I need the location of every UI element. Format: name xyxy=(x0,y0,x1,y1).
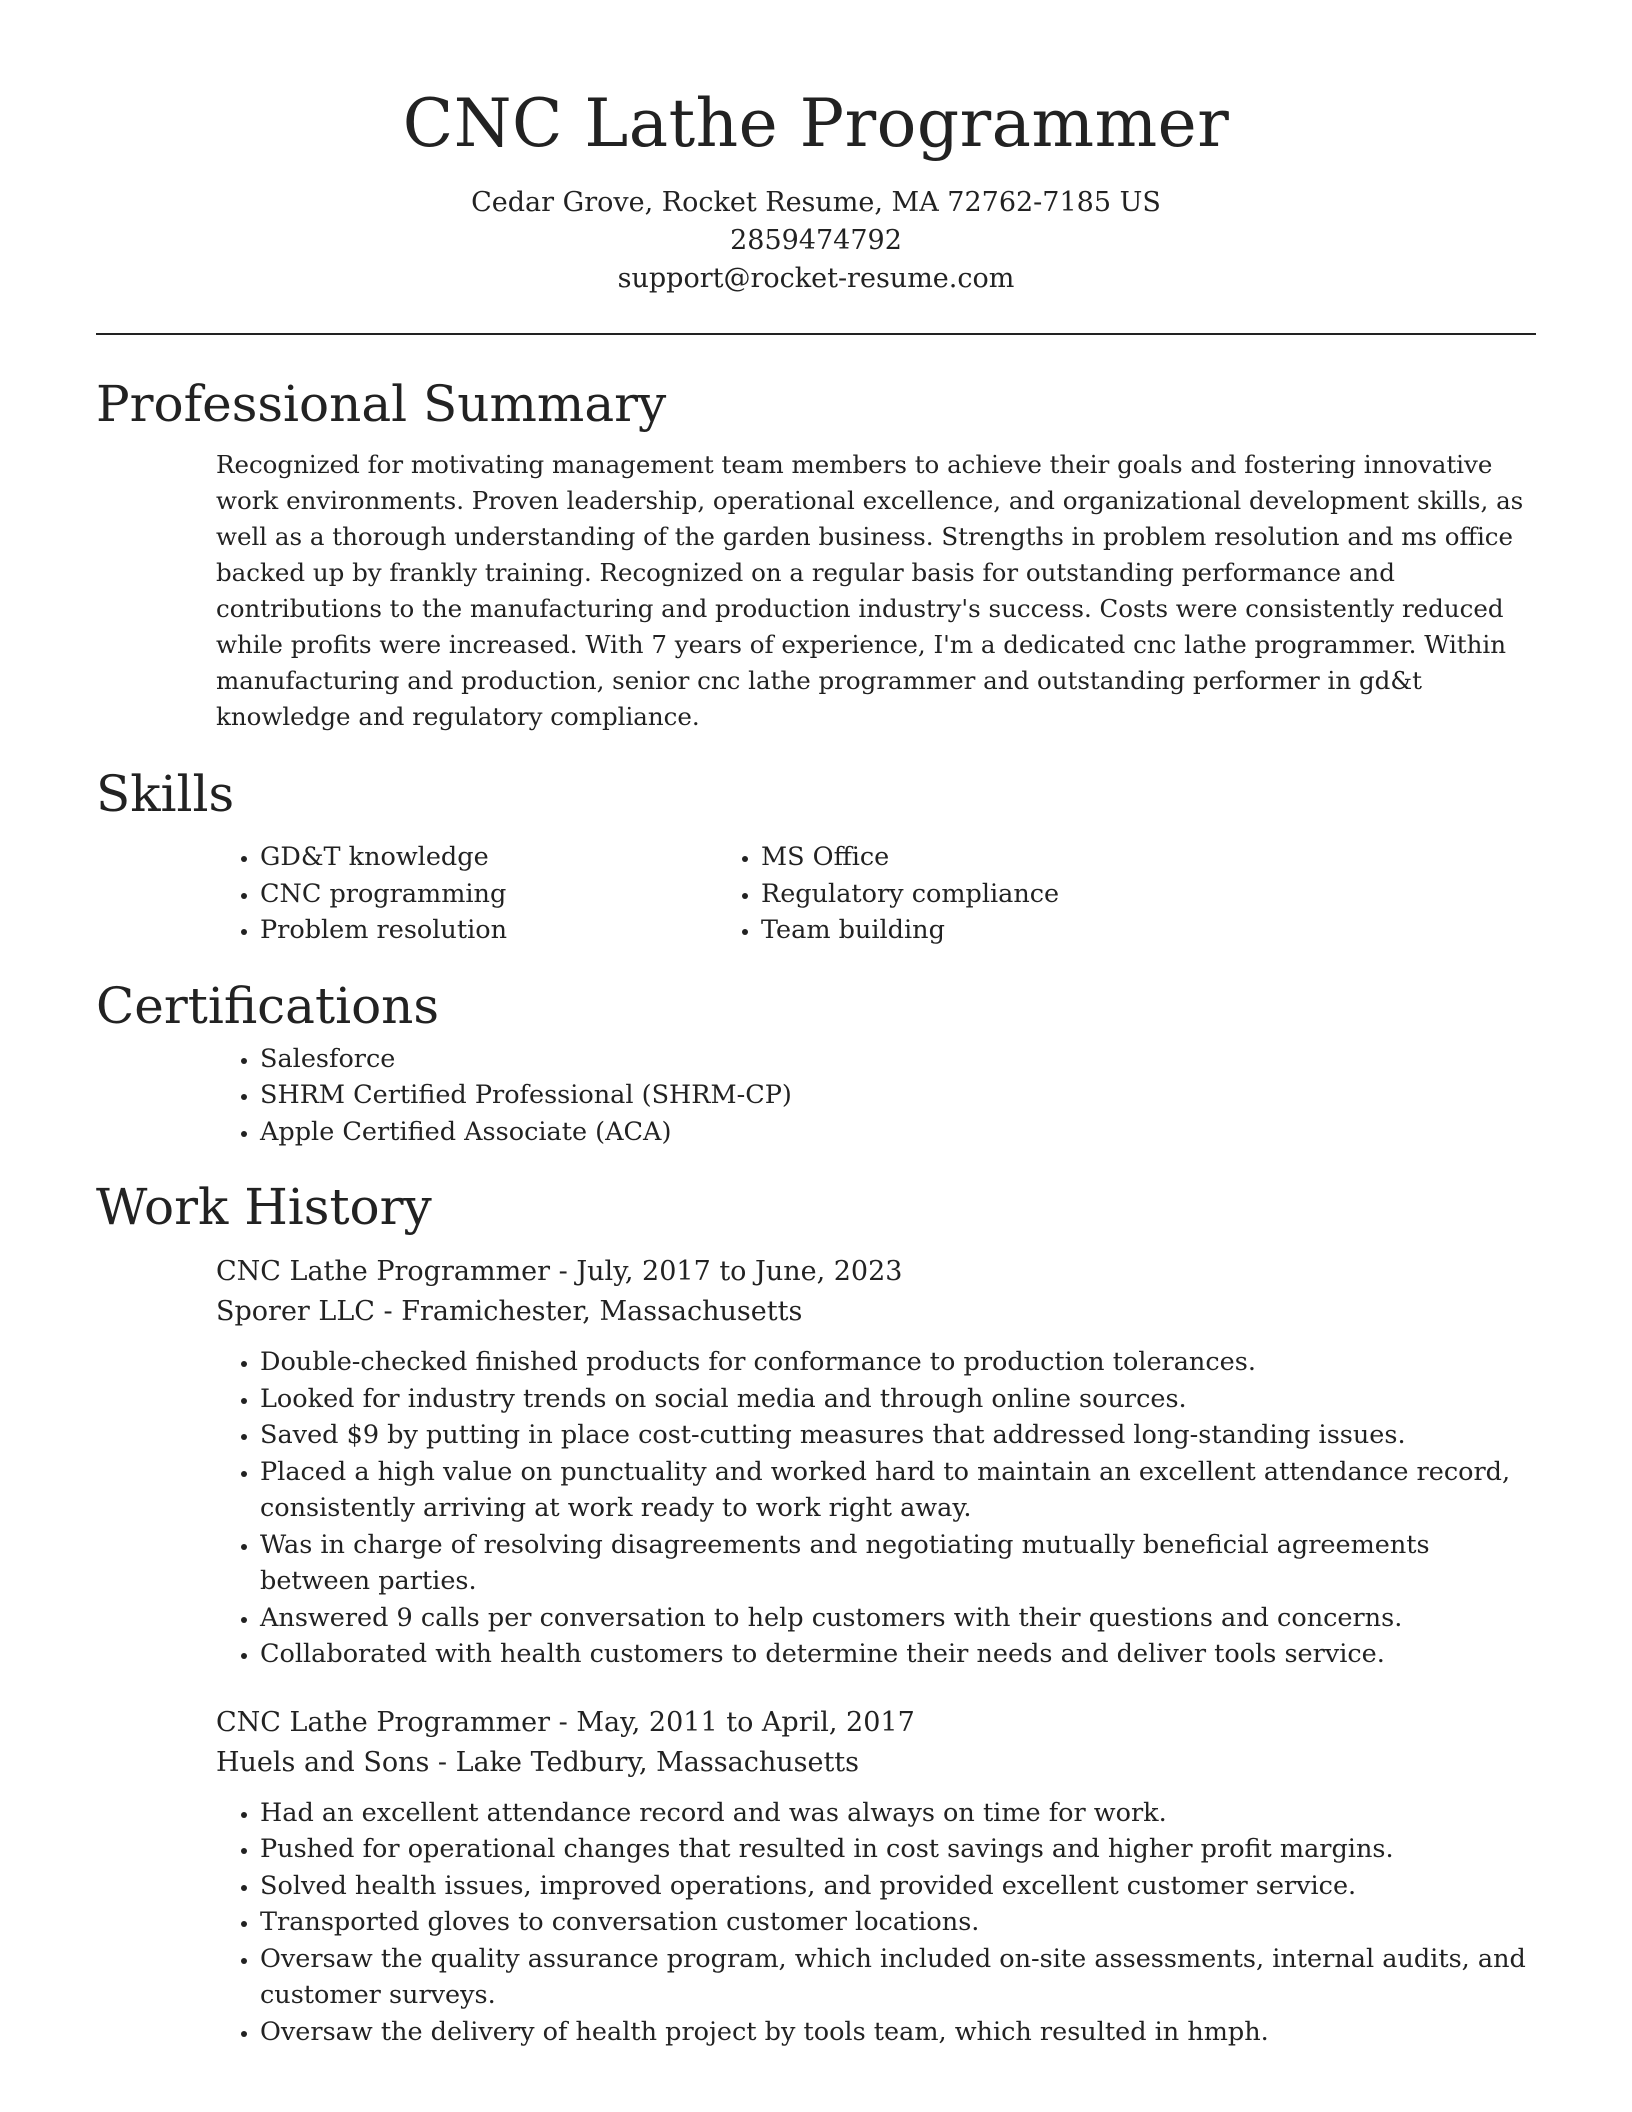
job-duty: • Pushed for operational changes that resulted in cost savings and higher profit margins. xyxy=(260,1831,1536,1868)
job-title: CNC Lathe Programmer - May, 2011 to April, 2017 xyxy=(216,1706,915,1738)
job-duty: • Saved $9 by putting in place cost-cutting measures that addressed long-standing issues. xyxy=(260,1417,1536,1454)
certification-item: • SHRM Certified Professional (SHRM-CP) xyxy=(260,1077,1536,1114)
job-title: CNC Lathe Programmer - July, 2017 to June, 2023 xyxy=(216,1256,903,1287)
job-duty: • Had an excellent attendance record and was always on time for work. xyxy=(260,1795,1536,1832)
skill-item: • GD&T knowledge xyxy=(260,839,746,876)
phone: 2859474792 xyxy=(730,225,902,256)
skill-item: • Team building xyxy=(761,912,1536,949)
contact-info xyxy=(96,184,1536,298)
job-duty: • Oversaw the delivery of health project by tools team, which resulted in hmph. xyxy=(260,2014,1536,2051)
certifications-section xyxy=(96,971,1536,1151)
job-duty: • Transported gloves to conversation customer locations. xyxy=(260,1904,1536,1941)
job-duty: • Was in charge of resolving disagreements and negotiating mutually beneficial agreements between parties. xyxy=(260,1527,1536,1600)
header-divider xyxy=(96,333,1536,335)
skills-list-left xyxy=(96,839,746,949)
job-entry xyxy=(216,1252,1536,1673)
job-duties-list xyxy=(216,1795,1536,2051)
skill-item: • Problem resolution xyxy=(260,912,746,949)
skill-item: • MS Office xyxy=(761,839,1536,876)
section-title-work-history: Work History xyxy=(96,1178,432,1236)
address: Cedar Grove, Rocket Resume, MA 72762-7185 US xyxy=(471,187,1161,218)
skill-item: • CNC programming xyxy=(260,876,746,913)
job-duty: • Answered 9 calls per conversation to help customers with their questions and concerns. xyxy=(260,1600,1536,1637)
skills-list-right xyxy=(746,839,1536,949)
section-title-skills: Skills xyxy=(96,765,235,823)
summary-text: Recognized for motivating management team members to achieve their goals and fostering innovative work environments. Proven leadership, operational excellence, and organizational development skills, as well as a thorough understanding of the garden business. Strengths in problem resolution and ms office backed up by frankly training. Recognized on a regular basis for outstanding performance and contributions to the manufacturing and production industry's success. Costs were consistently reduced while profits were increased. With 7 years of experience, I'm a dedicated cnc lathe programmer. Within manufacturing and production, senior cnc lathe programmer and outstanding performer in gd&t knowledge and regulatory compliance. xyxy=(216,450,1524,731)
job-duty: • Solved health issues, improved operations, and provided excellent customer service. xyxy=(260,1868,1536,1905)
skill-item: • Regulatory compliance xyxy=(761,876,1536,913)
certification-item: • Salesforce xyxy=(260,1041,1536,1078)
work-history-section xyxy=(96,1172,1536,2050)
skills-grid xyxy=(96,839,1536,949)
email: support@rocket-resume.com xyxy=(617,263,1015,294)
job-duty: • Placed a high value on punctuality and worked hard to maintain an excellent attendance record, consistently arriving at work ready to work right away. xyxy=(260,1454,1536,1527)
job-duty: • Oversaw the quality assurance program, which included on-site assessments, internal audits, and customer surveys. xyxy=(260,1941,1536,2014)
professional-summary-section xyxy=(96,369,1536,735)
job-company: Sporer LLC - Framichester, Massachusetts xyxy=(216,1296,803,1327)
resume-header xyxy=(96,0,1536,298)
job-duty: • Looked for industry trends on social media and through online sources. xyxy=(260,1381,1536,1418)
skills-section xyxy=(96,759,1536,949)
certifications-list xyxy=(96,1041,1536,1151)
job-duty: • Double-checked finished products for conformance to production tolerances. xyxy=(260,1344,1536,1381)
section-title-certifications: Certifications xyxy=(96,976,440,1035)
job-duty: • Collaborated with health customers to determine their needs and deliver tools service. xyxy=(260,1636,1536,1673)
section-title-summary: Professional Summary xyxy=(96,375,667,433)
job-entry xyxy=(216,1703,1536,2051)
candidate-name: CNC Lathe Programmer xyxy=(402,85,1230,162)
job-duties-list xyxy=(216,1344,1536,1673)
certification-item: • Apple Certified Associate (ACA) xyxy=(260,1114,1536,1151)
job-company: Huels and Sons - Lake Tedbury, Massachusetts xyxy=(216,1746,860,1778)
